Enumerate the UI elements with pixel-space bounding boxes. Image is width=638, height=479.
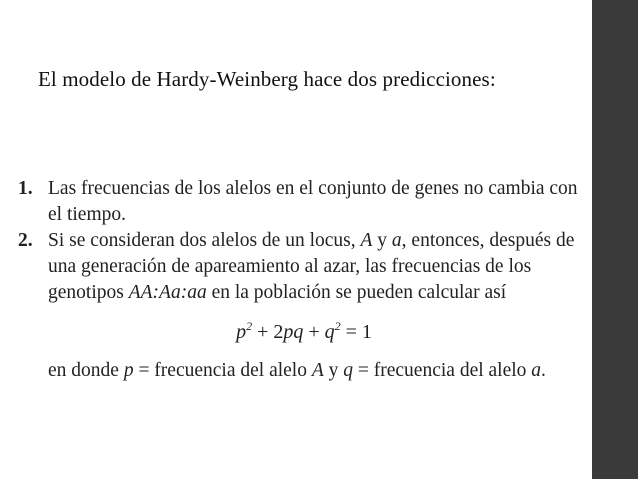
eq-plus: + 2 [252,321,284,343]
allele-a: a [391,230,402,251]
predictions-list [18,176,590,384]
list-item [18,228,590,306]
eq-exponent: 2 [334,319,341,333]
def-part: = frecuencia del alelo [133,360,312,381]
item-text-part: y [372,230,392,251]
def-p: p [123,360,134,381]
item-text-part: Si se consideran dos alelos de un locus, [48,230,361,251]
eq-exponent: 2 [246,319,253,333]
eq-equals: = 1 [340,321,372,343]
item-number: 2. [18,230,33,251]
eq-q: q [324,321,335,343]
def-allele-A: A [311,360,324,381]
hardy-weinberg-equation [18,319,590,345]
def-q: q [343,360,354,381]
genotypes: AA:Aa:aa [128,282,207,303]
def-part: . [541,360,546,381]
def-part: y [323,360,344,381]
eq-plus: + [303,321,325,343]
eq-p: p [236,321,247,343]
def-part: en donde [48,360,124,381]
list-item [18,176,590,228]
def-part: = frecuencia del alelo [353,360,532,381]
allele-A: A [360,230,373,251]
item-text-part: en la población se pueden calcular así [206,282,507,303]
item-text: Las frecuencias de los alelos en el conjunto de genes no cambia con el tiempo. [48,178,578,225]
side-bar [592,0,638,479]
item-text-part: , entonces, después de una generación de apareamiento al azar, las frecuencias de los genotipos [48,230,575,303]
definition-text [18,358,590,384]
item-number: 1. [18,178,33,199]
eq-pq: pq [283,321,304,343]
def-allele-a: a [531,360,542,381]
slide-title: El modelo de Hardy-Weinberg hace dos predicciones: [38,67,496,91]
